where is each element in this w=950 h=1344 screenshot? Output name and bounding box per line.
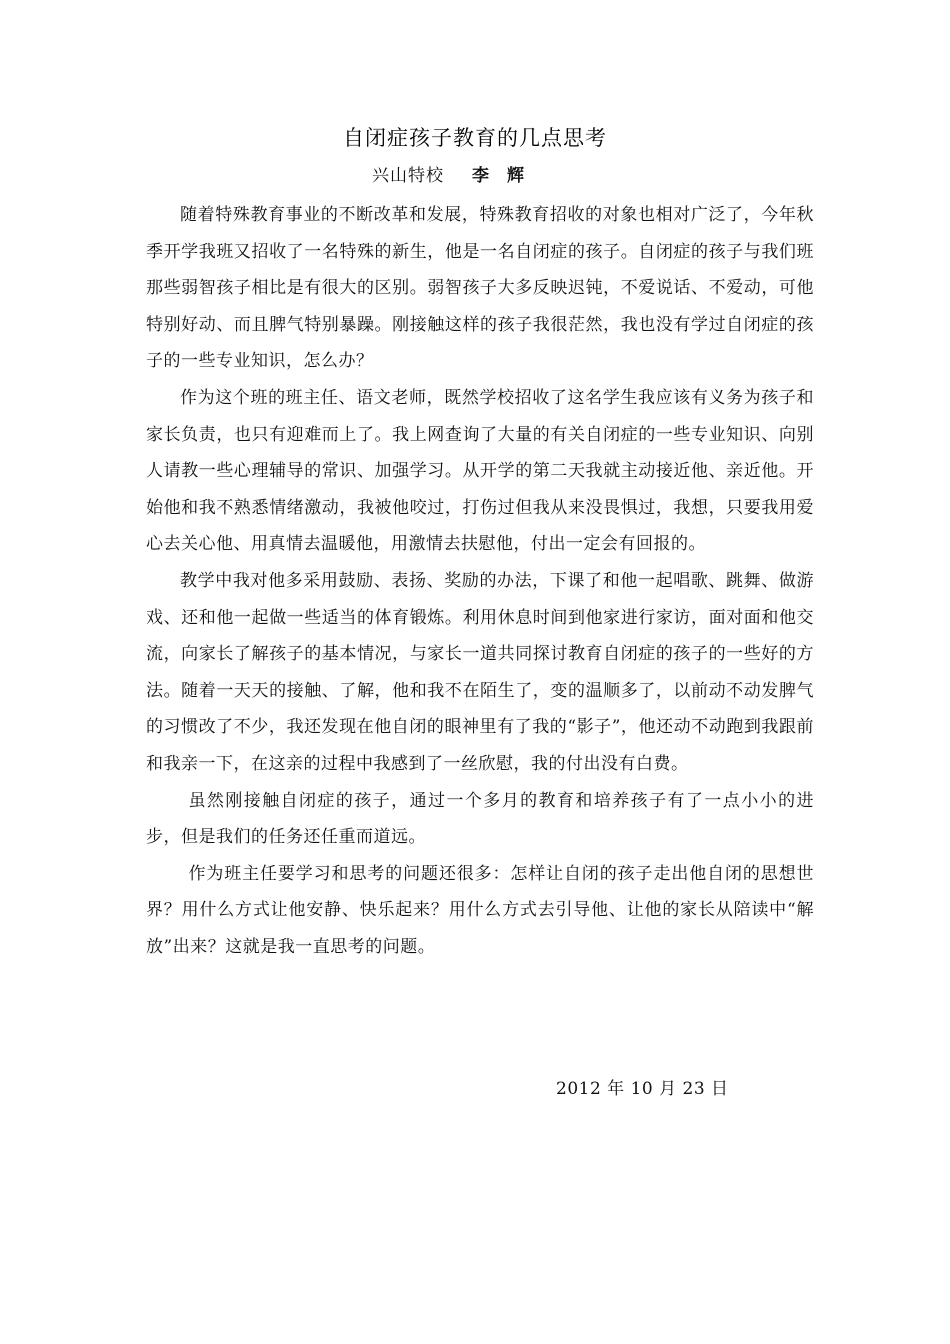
document-title: 自闭症孩子教育的几点思考 xyxy=(343,126,607,150)
paragraph-2: 作为这个班的班主任、语文老师，既然学校招收了这名学生我应该有义务为孩子和家长负责，也只有迎难而上了。我上网查询了大量的有关自闭症的一些专业知识、向别人请教一些心理辅导的常识、加强学习。从开学的第二天我就主动接近他、亲近他。开始他和我不熟悉情绪激动，我被他咬过，打伤过但我从来没畏惧过，我想，只要我用爱心去关心他、用真情去温暖他，用激情去扶慰他，付出一定会有回报的。 xyxy=(146,387,814,555)
article-body xyxy=(146,197,814,965)
byline xyxy=(0,161,950,185)
author-name: 李辉 xyxy=(472,166,542,186)
paragraph-3: 教学中我对他多采用鼓励、表扬、奖励的办法，下课了和他一起唱歌、跳舞、做游戏、还和他一起做一些适当的体育锻炼。利用休息时间到他家进行家访，面对面和他交流，向家长了解孩子的基本情况，与家长一道共同探讨教育自闭症的孩子的一些好的方法。随着一天天的接触、了解，他和我不在陌生了，变的温顺多了，以前动不动发脾气的习惯改了不少，我还发现在他自闭的眼神里有了我的“影子”，他还动不动跑到我跟前和我亲一下，在这亲的过程中我感到了一丝欣慰，我的付出没有白费。 xyxy=(146,570,814,774)
paragraph-4: 虽然刚接触自闭症的孩子，通过一个多月的教育和培养孩子有了一点小小的进步，但是我们的任务还任重而道远。 xyxy=(146,790,814,848)
paragraph-1: 随着特殊教育事业的不断改革和发展，特殊教育招收的对象也相对广泛了，今年秋季开学我班又招收了一名特殊的新生，他是一名自闭症的孩子。自闭症的孩子与我们班那些弱智孩子相比是有很大的区别。弱智孩子大多反映迟钝，不爱说话、不爱动，可他特别好动、而且脾气特别暴躁。刚接触这样的孩子我很茫然，我也没有学过自闭症的孩子的一些专业知识，怎么办？ xyxy=(146,205,814,372)
author-school: 兴山特校 xyxy=(372,166,444,186)
document-date: 2012 年 10 月 23 日 xyxy=(556,1079,729,1099)
paragraph-5: 作为班主任要学习和思考的问题还很多：怎样让自闭的孩子走出他自闭的思想世界？用什么方式让他安静、快乐起来？用什么方式去引导他、让他的家长从陪读中“解放”出来？这就是我一直思考的问题。 xyxy=(146,863,814,957)
